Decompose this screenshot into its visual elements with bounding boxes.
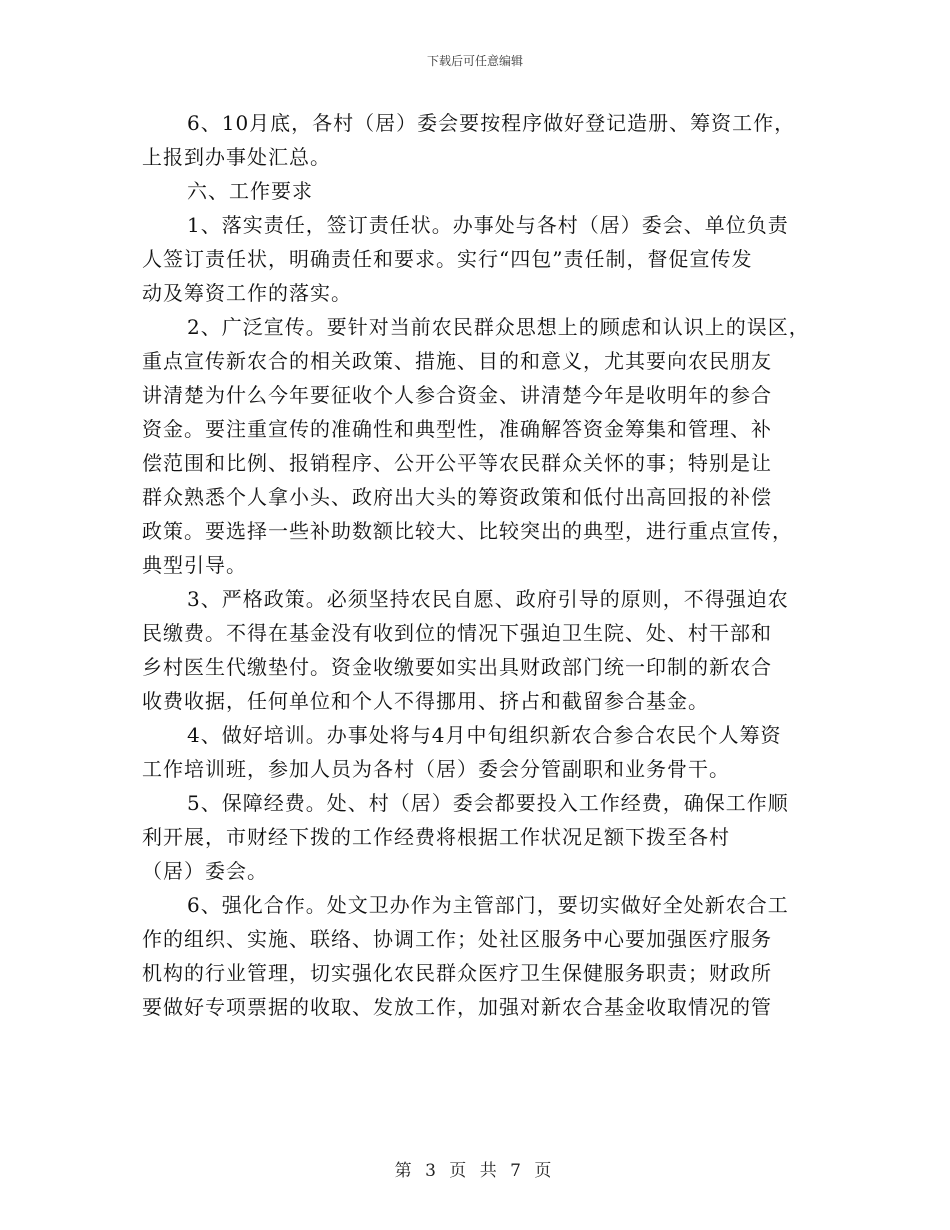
- text-line: 动及筹资工作的落实。: [142, 281, 352, 305]
- text-line: 政策。要选择一些补助数额比较大、比较突出的典型，进行重点宣传，: [142, 519, 793, 543]
- text-line: 作的组织、实施、联络、协调工作；处社区服务中心要加强医疗服务: [142, 927, 772, 951]
- text-line: 群众熟悉个人拿小头、政府出大头的筹资政策和低付出高回报的补偿: [142, 485, 772, 509]
- text-line: （居）委会。: [142, 859, 268, 883]
- text-line: 收费收据，任何单位和个人不得挪用、挤占和截留参合基金。: [142, 689, 709, 713]
- text-line: 上报到办事处汇总。: [142, 145, 331, 169]
- text-line: 6、10月底，各村（居）委会要按程序做好登记造册、筹资工作，: [187, 111, 796, 135]
- text-line: 2、广泛宣传。要针对当前农民群众思想上的顾虑和认识上的误区，: [187, 315, 810, 339]
- page-header: 下载后可任意编辑: [426, 54, 523, 68]
- section-heading: 六、工作要求: [187, 179, 313, 203]
- text-line: 1、落实责任，签订责任状。办事处与各村（居）委会、单位负责: [187, 213, 789, 237]
- text-line: 机构的行业管理，切实强化农民群众医疗卫生保健服务职责；财政所: [142, 961, 772, 985]
- page-number-footer: 第 3 页 共 7 页: [394, 1161, 556, 1181]
- text-line: 讲清楚为什么今年要征收个人参合资金、讲清楚今年是收明年的参合: [142, 383, 772, 407]
- text-line: 乡村医生代缴垫付。资金收缴要如实出具财政部门统一印制的新农合: [142, 655, 772, 679]
- text-line: 民缴费。不得在基金没有收到位的情况下强迫卫生院、处、村干部和: [142, 621, 772, 645]
- document-body: [142, 106, 822, 1024]
- text-line: 人签订责任状，明确责任和要求。实行“四包”责任制，督促宣传发: [142, 247, 753, 271]
- text-line: 典型引导。: [142, 553, 247, 577]
- text-line: 要做好专项票据的收取、发放工作，加强对新农合基金收取情况的管: [142, 995, 772, 1019]
- text-line: 6、强化合作。处文卫办作为主管部门，要切实做好全处新农合工: [187, 893, 789, 917]
- text-line: 资金。要注重宣传的准确性和典型性，准确解答资金筹集和管理、补: [142, 417, 772, 441]
- text-line: 5、保障经费。处、村（居）委会都要投入工作经费，确保工作顺: [187, 791, 789, 815]
- text-line: 重点宣传新农合的相关政策、措施、目的和意义，尤其要向农民朋友: [142, 349, 772, 373]
- text-line: 利开展，市财经下拨的工作经费将根据工作状况足额下拨至各村: [142, 825, 730, 849]
- text-line: 3、严格政策。必须坚持农民自愿、政府引导的原则，不得强迫农: [187, 587, 789, 611]
- text-line: 偿范围和比例、报销程序、公开公平等农民群众关怀的事；特别是让: [142, 451, 772, 475]
- text-line: 工作培训班，参加人员为各村（居）委会分管副职和业务骨干。: [142, 757, 730, 781]
- text-line: 4、做好培训。办事处将与4月中旬组织新农合参合农民个人筹资: [187, 723, 782, 747]
